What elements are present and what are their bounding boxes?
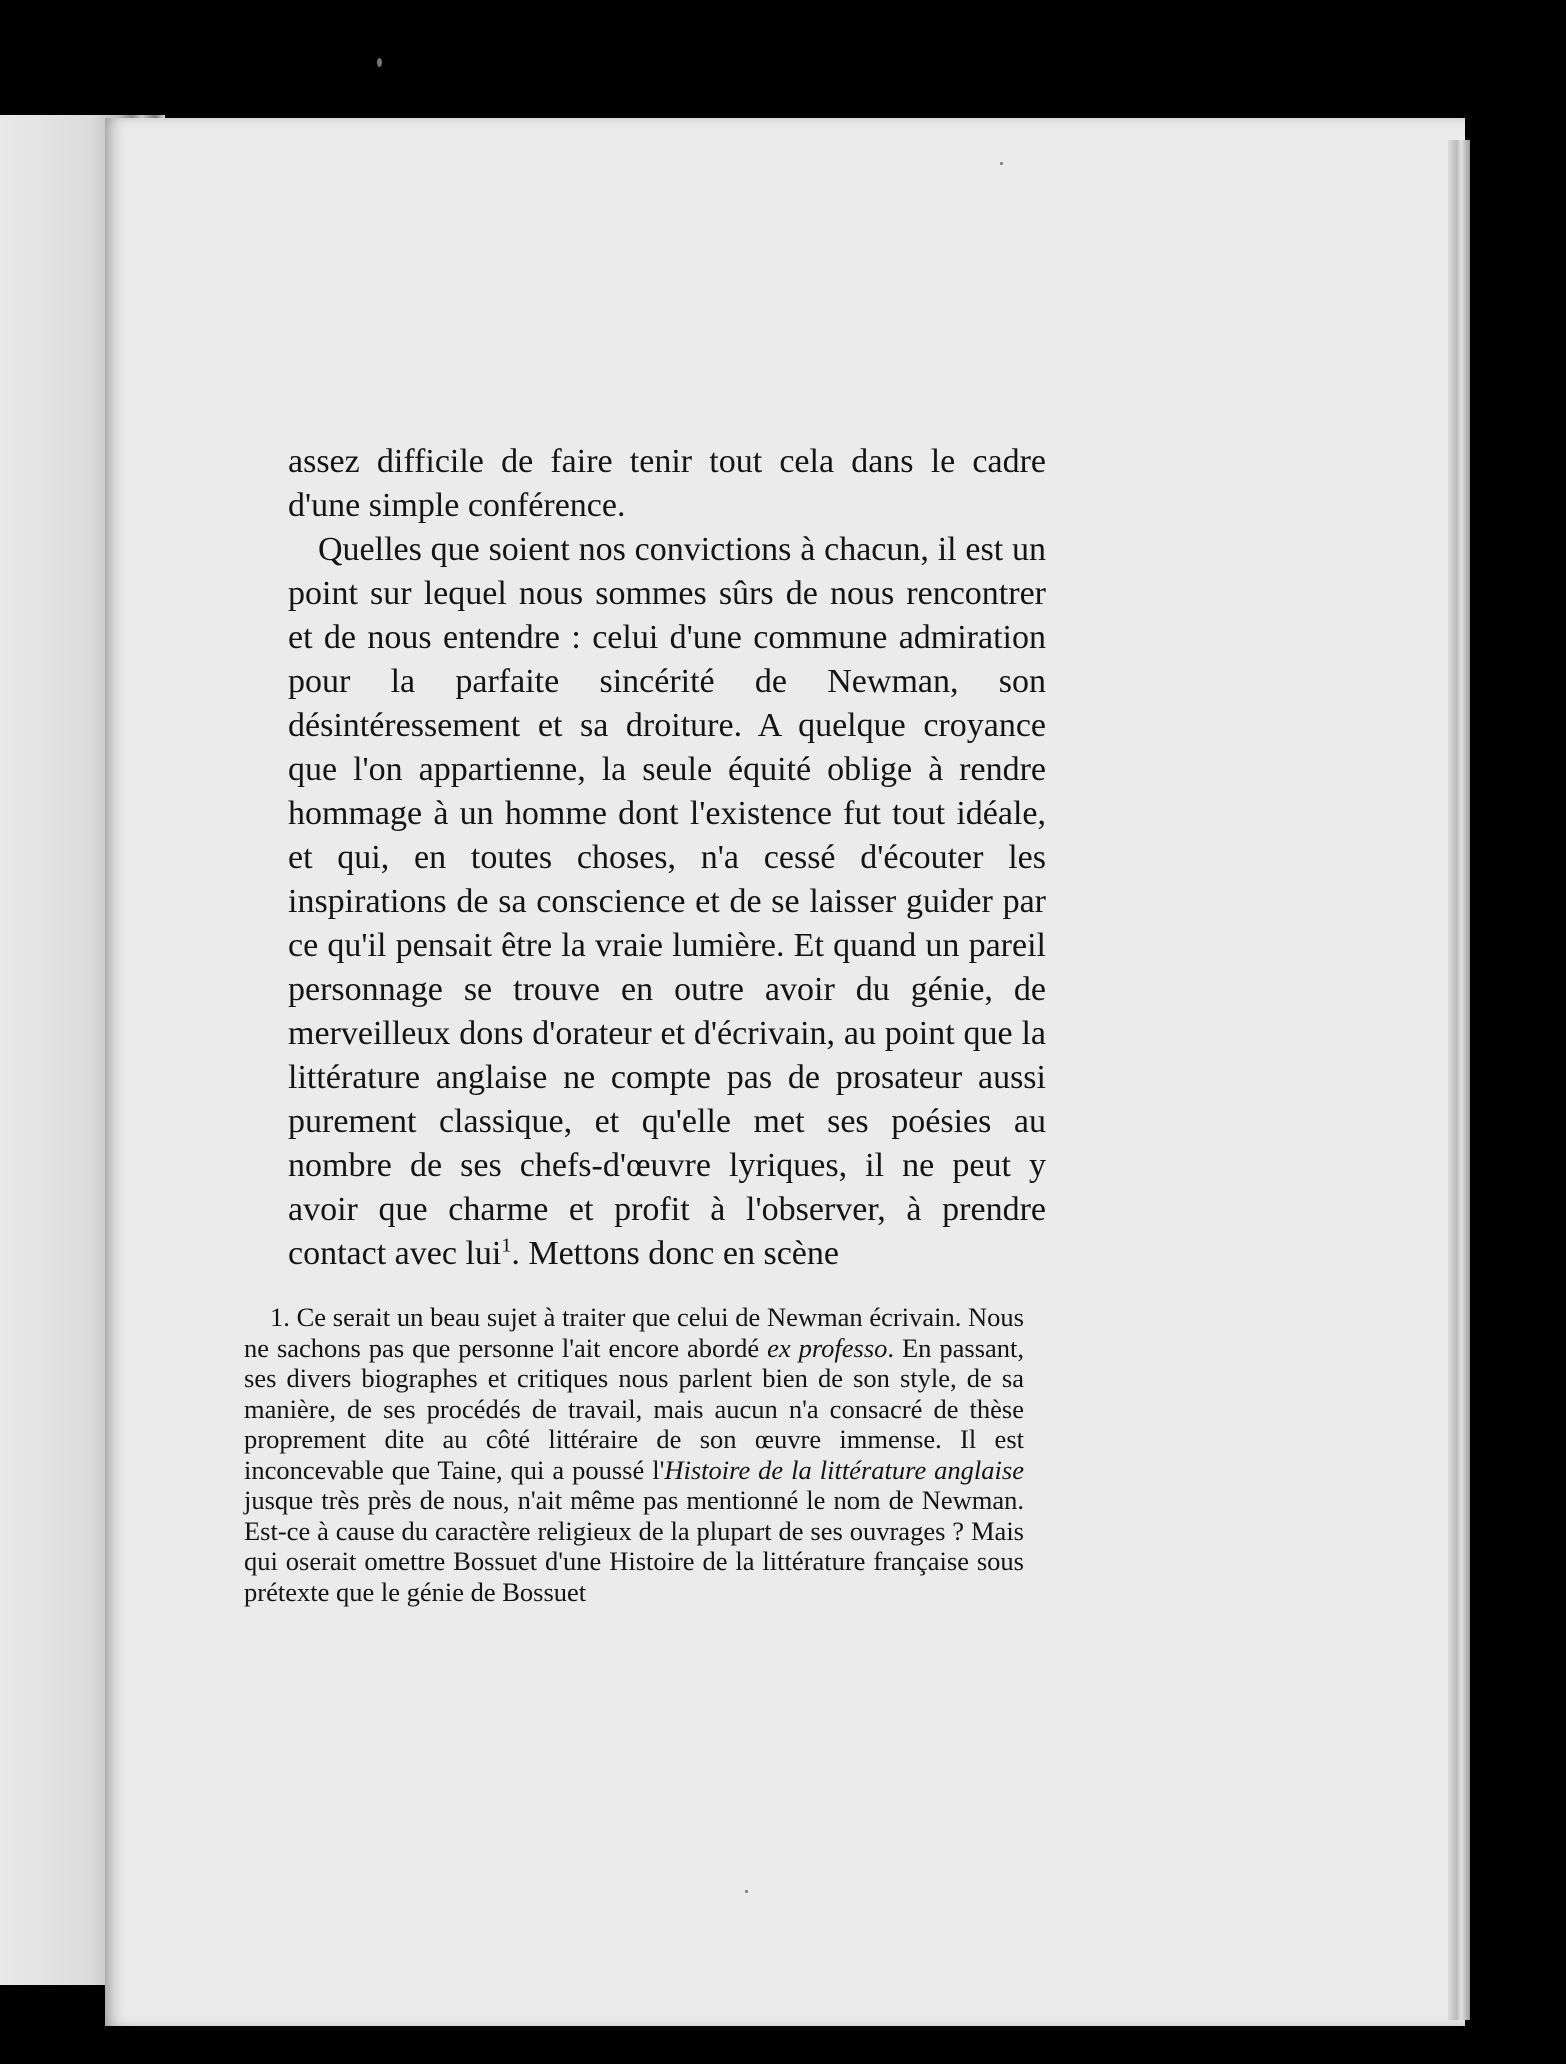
footnote-paragraph: [244, 1302, 1024, 1607]
dust-speck: [1000, 162, 1003, 165]
dust-speck: [377, 58, 382, 67]
body-paragraph: assez difficile de faire tenir tout cela dans le cadre d'une simple conférence.: [288, 443, 1046, 524]
footnote-reference: 1: [501, 1234, 512, 1257]
footnote-italic-title: Histoire de la littérature anglaise: [664, 1454, 1024, 1485]
footnote-text: 1. Ce serait un beau sujet à traiter que celui de Newman écrivain. Nous ne sachons pas que personne l'ait encore abordé: [244, 1302, 1024, 1363]
body-text: [288, 440, 1046, 1276]
footnote-text: jusque très près de nous, n'ait même pas mentionné le nom de Newman. Est-ce à cause du caractère religieux de la plupart de ses ouvrages ? Mais qui oserait omettre Bossuet d'une Histoire de la littérature française sous prétexte que le génie de Bossuet: [244, 1485, 1024, 1607]
body-paragraph-tail: . Mettons donc en scène: [511, 1235, 839, 1272]
body-paragraph: [288, 528, 1046, 1276]
dust-speck: [745, 1890, 748, 1893]
footnote: [244, 1302, 1024, 1607]
footnote-italic-phrase: ex professo: [767, 1332, 888, 1363]
right-page-edge: [1448, 140, 1470, 2020]
footnote-text: . En passant, ses divers biographes et critiques nous parlent bien de son style, de sa manière, de ses procédés de travail, mais aucun n'a consacré de thèse proprement dite au côté littéraire de son œuvre immense. Il est inconcevable que Taine, qui a poussé l': [244, 1332, 1025, 1485]
body-paragraph-text: Quelles que soient nos convictions à chacun, il est un point sur lequel nous sommes sûrs de nous rencontrer et de nous entendre : celui d'une commune admiration pour la parfaite sincérité de Newman, son désintéressement et sa droiture. A quelque croyance que l'on appartienne, la seule équité oblige à rendre hommage à un homme dont l'existence fut tout idéale, et qui, en toutes choses, n'a cessé d'écouter les inspirations de sa conscience et de se laisser guider par ce qu'il pensait être la vraie lumière. Et quand un pareil personnage se trouve en outre avoir du génie, de merveilleux dons d'orateur et d'écrivain, au point que la littérature anglaise ne compte pas de prosateur aussi purement classique, et qu'elle met ses poésies au nombre de ses chefs-d'œuvre lyriques, il ne peut y avoir que charme et profit à l'observer, à prendre contact avec lui: [288, 531, 1046, 1272]
